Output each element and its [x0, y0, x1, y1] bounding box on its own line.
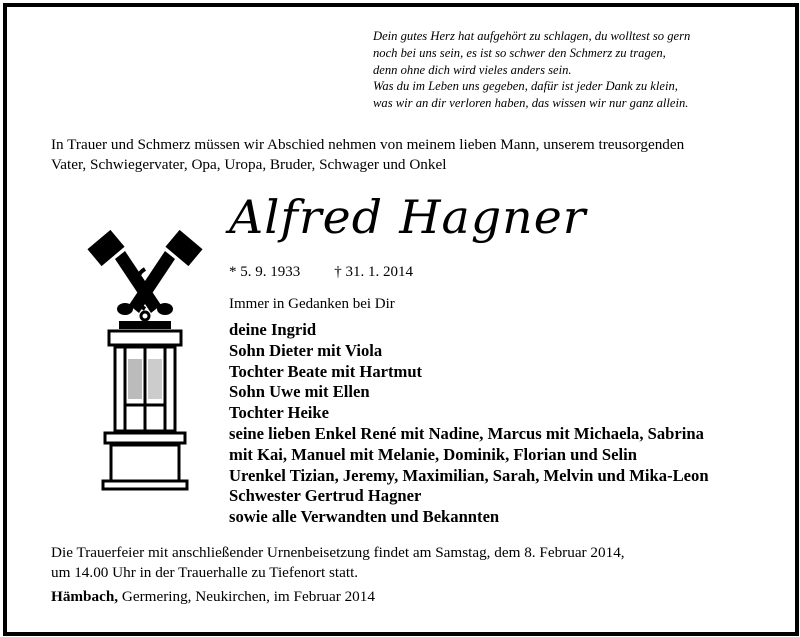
memory-line: Immer in Gedanken bei Dir: [229, 296, 395, 312]
family-list: [229, 320, 709, 528]
family-member: Sohn Uwe mit Ellen: [229, 382, 370, 402]
miners-hammer-and-lamp-icon: [85, 219, 205, 491]
intro-text: [51, 135, 771, 174]
family-member: Schwester Gertrud Hagner: [229, 486, 422, 506]
poem-line: Was du im Leben uns gegeben, dafür ist jeder Dank zu klein,: [373, 79, 678, 94]
birth-date: * 5. 9. 1933: [229, 264, 301, 280]
poem-line: Dein gutes Herz hat aufgehört zu schlagen, du wolltest so gern: [373, 29, 691, 43]
funeral-line: um 14.00 Uhr in der Trauerhalle zu Tiefenort statt.: [51, 563, 359, 581]
death-date: † 31. 1. 2014: [334, 264, 413, 280]
family-member: Tochter Beate mit Hartmut: [229, 361, 423, 381]
poem: [373, 28, 783, 112]
family-member: deine Ingrid: [229, 320, 317, 339]
family-member: Sohn Dieter mit Viola: [229, 340, 383, 360]
family-member: Urenkel Tizian, Jeremy, Maximilian, Sarah, Melvin und Mika-Leon: [229, 465, 709, 485]
poem-line: denn ohne dich wird vieles anders sein.: [373, 62, 572, 77]
poem-line: noch bei uns sein, es ist so schwer den Schmerz zu tragen,: [373, 45, 666, 60]
place-rest: Germering, Neukirchen, im Februar 2014: [118, 588, 375, 605]
poem-line: was wir an dir verloren haben, das wissen wir nur ganz allein.: [373, 96, 689, 111]
life-dates: [229, 262, 413, 282]
funeral-line: Die Trauerfeier mit anschließender Urnenbeisetzung findet am Samstag, dem 8. Februar 2014,: [51, 544, 625, 561]
family-member: sowie alle Verwandten und Bekannten: [229, 507, 500, 527]
family-member: Tochter Heike: [229, 403, 330, 423]
funeral-notice: [51, 543, 771, 582]
intro-line: Vater, Schwiegervater, Opa, Uropa, Bruder, Schwager und Onkel: [51, 155, 447, 173]
place-town: Hämbach,: [51, 588, 119, 605]
family-member: mit Kai, Manuel mit Melanie, Dominik, Florian und Selin: [229, 444, 637, 464]
obituary-frame: [3, 3, 799, 636]
intro-line: In Trauer und Schmerz müssen wir Abschied nehmen von meinem lieben Mann, unserem treusorgenden: [51, 136, 685, 153]
place-and-date: [51, 587, 375, 607]
family-member: seine lieben Enkel René mit Nadine, Marcus mit Michaela, Sabrina: [229, 423, 704, 443]
deceased-name: Alfred Hagner: [229, 190, 587, 244]
